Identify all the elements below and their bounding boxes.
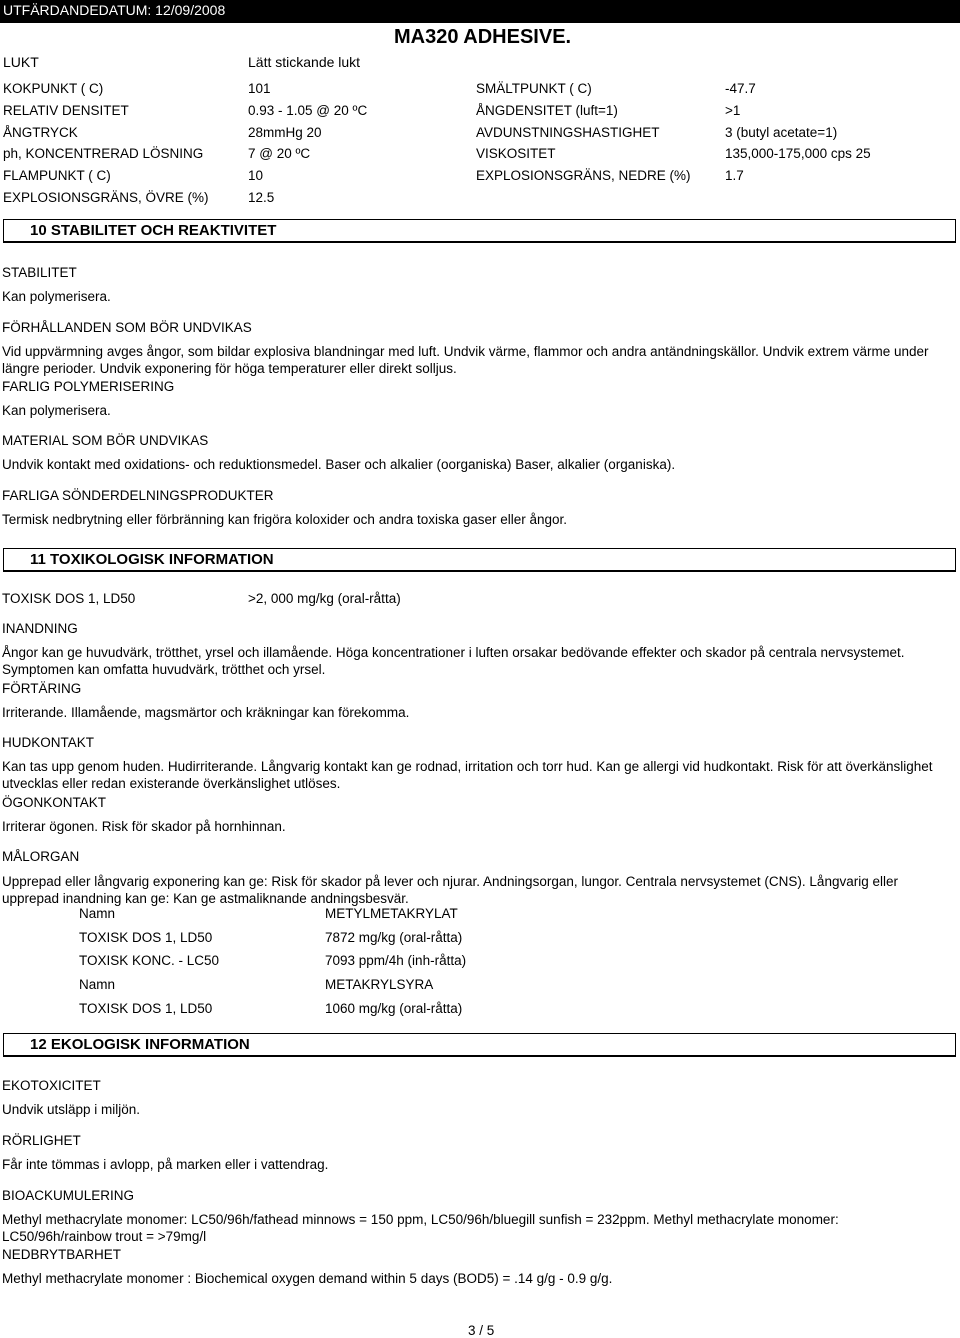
component-value: 7872 mg/kg (oral-råtta): [325, 930, 463, 945]
eye-label: ÖGONKONTAKT: [2, 795, 107, 810]
inhalation-text: Ångor kan ge huvudvärk, trötthet, yrsel och illamående. Höga koncentrationer i luften orsakar bedövande effekter och skador på centrala nervsystemet. Symptomen kan omfatta huvudvärk, trötthet och yrsel.: [2, 645, 905, 677]
conditions-label: FÖRHÅLLANDEN SOM BÖR UNDVIKAS: [2, 320, 252, 335]
section-10-title: 10 STABILITET OCH REAKTIVITET: [30, 222, 277, 239]
component-value: 1060 mg/kg (oral-råtta): [325, 1001, 463, 1016]
mobility-text: Får inte tömmas i avlopp, på marken eller i vattendrag.: [2, 1157, 329, 1172]
component-label: TOXISK KONC. - LC50: [79, 953, 220, 968]
product-title: MA320 ADHESIVE.: [394, 26, 572, 48]
revision-date-bar: [0, 0, 960, 23]
ingestion-label: FÖRTÄRING: [2, 681, 82, 696]
ld50-label: TOXISK DOS 1, LD50: [2, 591, 136, 606]
property-label: ÅNGTRYCK: [3, 125, 78, 140]
property-label: EXPLOSIONSGRÄNS, NEDRE (%): [476, 168, 691, 183]
section-11-title: 11 TOXIKOLOGISK INFORMATION: [30, 551, 274, 568]
mobility-label: RÖRLIGHET: [2, 1133, 81, 1148]
component-value: METAKRYLSYRA: [325, 977, 434, 992]
section-11-header: [3, 548, 956, 572]
property-label: ÅNGDENSITET (luft=1): [476, 103, 618, 118]
materials-text: Undvik kontakt med oxidations- och reduktionsmedel. Baser och alkalier (oorganiska) Baser, alkalier (organiska).: [2, 457, 676, 472]
inhalation-label: INANDNING: [2, 621, 78, 636]
polymerisation-text: Kan polymerisera.: [2, 403, 111, 418]
property-label: EXPLOSIONSGRÄNS, ÖVRE (%): [3, 190, 209, 205]
property-label: RELATIV DENSITET: [3, 103, 129, 118]
skin-text: Kan tas upp genom huden. Hudirriterande. Långvarig kontakt kan ge rodnad, irritation och torr hud. Kan ge allergi vid hudkontakt. Risk för att överkänslighet utvecklas eller redan existerande överkänslighet utlöses.: [2, 759, 933, 791]
degradability-label: NEDBRYTBARHET: [2, 1247, 122, 1262]
property-value: 7 @ 20 ºC: [248, 146, 311, 161]
property-label: ph, KONCENTRERAD LÖSNING: [3, 146, 204, 161]
decomposition-text: Termisk nedbrytning eller förbränning kan frigöra koloxider och andra toxiska gaser eller ångor.: [2, 512, 568, 527]
property-value: -47.7: [725, 81, 756, 96]
component-value: 7093 ppm/4h (inh-råtta): [325, 953, 467, 968]
property-label: SMÄLTPUNKT ( C): [476, 81, 592, 96]
decomposition-label: FARLIGA SÖNDERDELNINGSPRODUKTER: [2, 488, 274, 503]
stability-label: STABILITET: [2, 265, 77, 280]
property-value: 28mmHg 20: [248, 125, 322, 140]
bioaccumulation-label: BIOACKUMULERING: [2, 1188, 135, 1203]
section-12-title: 12 EKOLOGISK INFORMATION: [30, 1036, 250, 1053]
property-value: 1.7: [725, 168, 744, 183]
component-label: Namn: [79, 977, 116, 992]
page-number: 3 / 5: [468, 1323, 495, 1338]
ecotoxicity-label: EKOTOXICITET: [2, 1078, 101, 1093]
component-label: TOXISK DOS 1, LD50: [79, 1001, 213, 1016]
section-12-header: [3, 1033, 956, 1057]
materials-label: MATERIAL SOM BÖR UNDVIKAS: [2, 433, 209, 448]
property-value: 10: [248, 168, 264, 183]
odor-value: Lätt stickande lukt: [248, 54, 361, 70]
ecotoxicity-text: Undvik utsläpp i miljön.: [2, 1102, 141, 1117]
property-value: 3 (butyl acetate=1): [725, 125, 838, 140]
component-label: Namn: [79, 906, 116, 921]
property-value: 135,000-175,000 cps 25: [725, 146, 871, 161]
property-value: >1: [725, 103, 741, 118]
target-organ-text: Upprepad eller långvarig exponering kan ge: Risk för skador på lever och njurar. Andningsorgan, lungor. Centrala nervsystemet (CNS). Långvarig eller upprepad inandning kan ge: Kan ge astmaliknande andningsbesvär.: [2, 874, 898, 906]
property-value: 0.93 - 1.05 @ 20 ºC: [248, 103, 368, 118]
property-label: FLAMPUNKT ( C): [3, 168, 111, 183]
eye-text: Irriterar ögonen. Risk för skador på hornhinnan.: [2, 819, 286, 834]
bioaccumulation-text: Methyl methacrylate monomer: LC50/96h/fathead minnows = 150 ppm, LC50/96h/bluegill sunfish = 232ppm. Methyl methacrylate monomer: LC50/96h/rainbow trout = >79mg/l: [2, 1212, 839, 1244]
conditions-text: Vid uppvärmning avges ångor, som bildar explosiva blandningar med luft. Undvik värme, flammor och andra antändningskällor. Undvik extrem värme under längre perioder. Undvik exponering för höga temperaturer eller direkt solljus.: [2, 344, 929, 376]
skin-label: HUDKONTAKT: [2, 735, 95, 750]
revision-date: UTFÄRDANDEDATUM: 12/09/2008: [3, 2, 226, 18]
property-value: 12.5: [248, 190, 275, 205]
odor-label: LUKT: [3, 54, 39, 70]
property-value: 101: [248, 81, 271, 96]
ingestion-text: Irriterande. Illamående, magsmärtor och kräkningar kan förekomma.: [2, 705, 410, 720]
degradability-text: Methyl methacrylate monomer : Biochemical oxygen demand within 5 days (BOD5) = .14 g/g - 0.9 g/g.: [2, 1271, 613, 1286]
stability-text: Kan polymerisera.: [2, 289, 111, 304]
component-label: TOXISK DOS 1, LD50: [79, 930, 213, 945]
property-label: AVDUNSTNINGSHASTIGHET: [476, 125, 660, 140]
polymerisation-label: FARLIG POLYMERISERING: [2, 379, 175, 394]
property-label: VISKOSITET: [476, 146, 556, 161]
ld50-value: >2, 000 mg/kg (oral-råtta): [248, 591, 401, 606]
property-label: KOKPUNKT ( C): [3, 81, 104, 96]
component-value: METYLMETAKRYLAT: [325, 906, 458, 921]
target-organ-label: MÅLORGAN: [2, 849, 80, 864]
section-10-header: [3, 219, 956, 243]
